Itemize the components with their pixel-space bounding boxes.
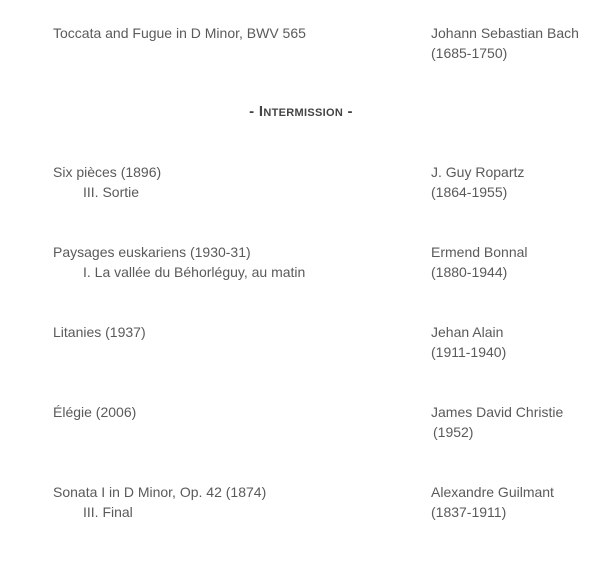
work-title: Élégie (2006) [53, 404, 137, 420]
composer-block [431, 322, 591, 362]
composer-name: Ermend Bonnal [431, 244, 528, 260]
composer-dates: (1685-1750) [431, 45, 508, 61]
work-block [53, 402, 423, 422]
composer-dates: (1952) [433, 424, 474, 440]
work-title: Paysages euskariens (1930-31) [53, 244, 251, 260]
composer-name: J. Guy Ropartz [431, 164, 525, 180]
program-entry [53, 322, 583, 362]
work-block [53, 322, 423, 342]
program-entry [53, 162, 583, 202]
intermission-label: Intermission [258, 103, 344, 120]
work-block [53, 482, 423, 522]
program-entry [53, 242, 583, 282]
composer-block [431, 162, 591, 202]
work-block [53, 242, 423, 282]
composer-dates: (1880-1944) [431, 264, 508, 280]
composer-name: Johann Sebastian Bach [431, 25, 579, 41]
intermission-dash-right: - [343, 103, 353, 120]
composer-dates: (1837-1911) [431, 504, 507, 520]
composer-block [431, 242, 591, 282]
composer-name: Jehan Alain [431, 324, 504, 340]
composer-dates: (1911-1940) [431, 344, 507, 360]
composer-block [431, 23, 591, 63]
composer-block [431, 482, 591, 522]
movement-title: III. Final [83, 504, 133, 520]
work-block [53, 162, 423, 202]
work-title: Six pièces (1896) [53, 164, 162, 180]
work-title: Toccata and Fugue in D Minor, BWV 565 [53, 25, 306, 41]
program-entry [53, 402, 583, 442]
composer-name: Alexandre Guilmant [431, 484, 554, 500]
movement-title: III. Sortie [83, 184, 140, 200]
intermission-dash-left: - [249, 103, 259, 120]
program-entry [53, 482, 583, 522]
composer-block [431, 402, 591, 442]
program-entry [53, 23, 583, 63]
movement-title: I. La vallée du Béhorléguy, au matin [83, 264, 306, 280]
work-title: Sonata I in D Minor, Op. 42 (1874) [53, 484, 267, 500]
work-block [53, 23, 423, 43]
work-title: Litanies (1937) [53, 324, 146, 340]
composer-name: James David Christie [431, 404, 564, 420]
composer-dates: (1864-1955) [431, 184, 508, 200]
intermission-heading [0, 102, 602, 122]
